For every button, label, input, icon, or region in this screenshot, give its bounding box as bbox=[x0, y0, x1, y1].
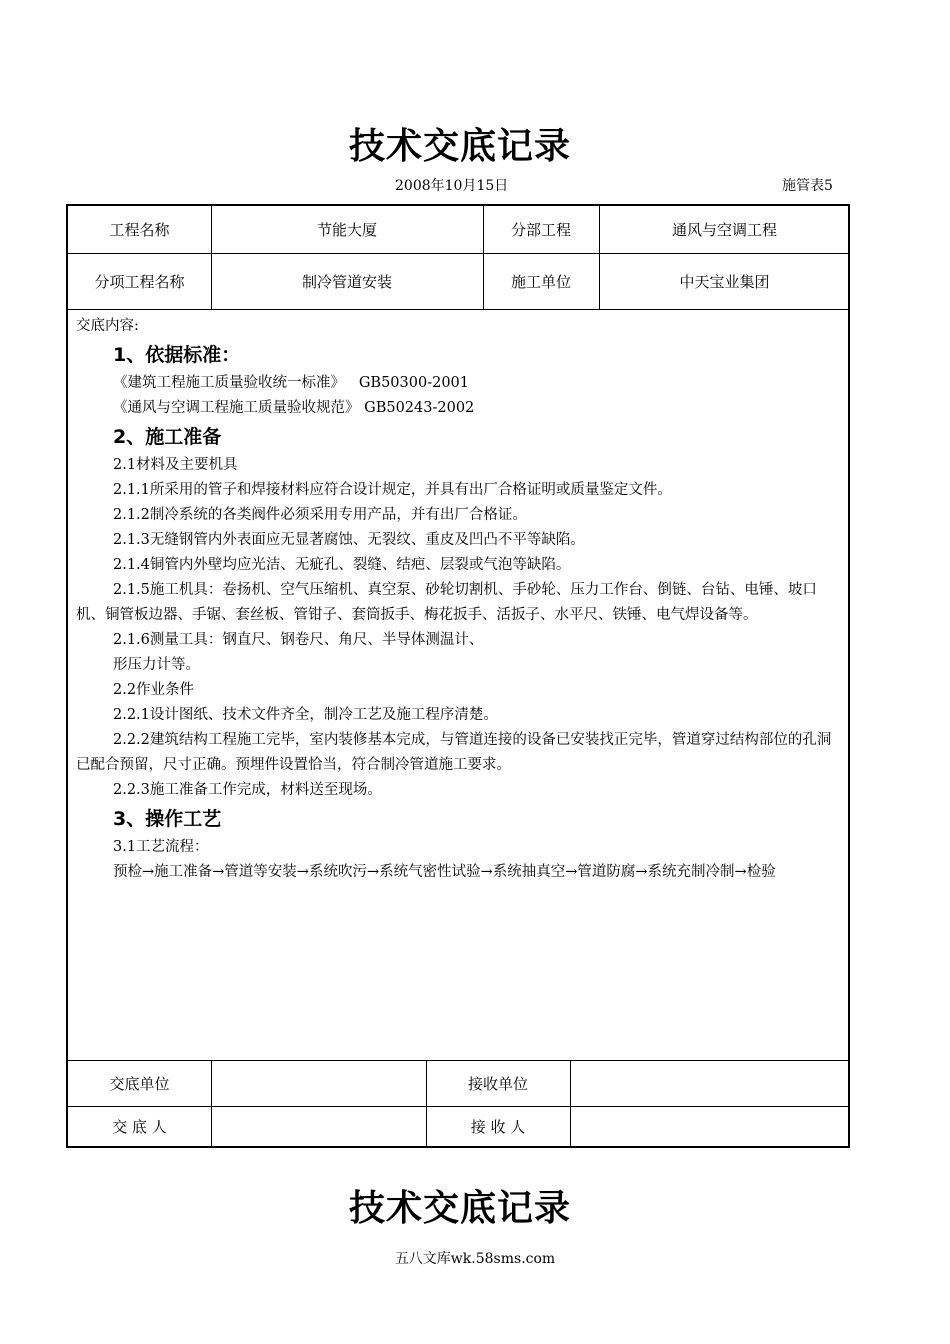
paragraph: 形压力计等。 bbox=[113, 657, 200, 673]
project-name-label: 工程名称 bbox=[109, 221, 170, 239]
paragraph: 2.1.5施工机具：卷扬机、空气压缩机、真空泵、砂轮切割机、手砂轮、压力工作台、倒链、台钻、电锤、坡口机、铜管板边器、手锯、套丝板、管钳子、套筒扳手、梅花扳手、活扳子、水平尺、铁锤、电气焊设备等。 bbox=[76, 582, 817, 623]
receiver-unit-label: 接收单位 bbox=[467, 1075, 528, 1093]
paragraph: 2.1.6测量工具：钢直尺、钢卷尺、角尺、半导体测温计、 bbox=[113, 632, 484, 648]
contractor-value: 中天宝业集团 bbox=[679, 273, 770, 291]
handover-person-field[interactable] bbox=[211, 1107, 426, 1146]
form-number: 施管表5 bbox=[782, 178, 833, 194]
section-heading: 2、施工准备 bbox=[113, 426, 222, 448]
paragraph: 3.1工艺流程： bbox=[113, 839, 209, 855]
handover-content bbox=[76, 314, 844, 885]
footer-watermark: 五八文库wk.58sms.com bbox=[394, 1251, 556, 1267]
receiver-person-field[interactable] bbox=[570, 1107, 850, 1146]
paragraph: 预检→施工准备→管道等安装→系统吹污→系统气密性试验→系统抽真空→管道防腐→系统充制冷制→检验 bbox=[113, 864, 776, 880]
paragraph: 2.2.3施工准备工作完成，材料送至现场。 bbox=[113, 782, 382, 798]
paragraph: 2.1.2制冷系统的各类阀件必须采用专用产品，并有出厂合格证。 bbox=[113, 507, 527, 523]
handover-person-label: 交 底 人 bbox=[112, 1118, 167, 1136]
receiver-unit-field[interactable] bbox=[570, 1061, 850, 1106]
paragraph: 2.2作业条件 bbox=[113, 682, 195, 698]
paragraph: 2.2.2建筑结构工程施工完毕，室内装修基本完成，与管道连接的设备已安装找正完毕，管道穿过结构部位的孔洞已配合预留，尺寸正确。预埋件设置恰当，符合制冷管道施工要求。 bbox=[76, 732, 832, 773]
paragraph: 2.1.3无缝钢管内外表面应无显著腐蚀、无裂纹、重皮及凹凸不平等缺陷。 bbox=[113, 532, 585, 548]
subitem-value: 制冷管道安装 bbox=[301, 273, 392, 291]
receiver-person-label: 接 收 人 bbox=[470, 1118, 526, 1136]
section-heading: 3、操作工艺 bbox=[113, 808, 222, 830]
page-title-repeat: 技术交底记录 bbox=[348, 1188, 571, 1229]
division-value: 通风与空调工程 bbox=[671, 221, 777, 239]
paragraph: 2.2.1设计图纸、技术文件齐全，制冷工艺及施工程序清楚。 bbox=[113, 707, 498, 723]
row-divider bbox=[68, 309, 848, 310]
standard-item: 《通风与空调工程施工质量验收规范》 GB50243-2002 bbox=[113, 400, 475, 416]
subitem-label: 分项工程名称 bbox=[94, 273, 185, 291]
contractor-label: 施工单位 bbox=[510, 273, 571, 291]
paragraph: 2.1.4铜管内外壁均应光洁、无疵孔、裂缝、结疤、层裂或气泡等缺陷。 bbox=[113, 557, 571, 573]
project-name-value: 节能大厦 bbox=[316, 221, 377, 239]
division-label: 分部工程 bbox=[510, 221, 571, 239]
standard-item: 《建筑工程施工质量验收统一标准》 GB50300-2001 bbox=[113, 375, 469, 391]
page-title: 技术交底记录 bbox=[348, 126, 571, 167]
record-table bbox=[66, 204, 850, 1148]
content-label: 交底内容: bbox=[76, 318, 139, 334]
record-date: 2008年10月15日 bbox=[395, 178, 509, 194]
section-heading: 1、依据标准： bbox=[113, 344, 241, 366]
paragraph: 2.1.1所采用的管子和焊接材料应符合设计规定，并具有出厂合格证明或质量鉴定文件。 bbox=[113, 482, 672, 498]
paragraph: 2.1材料及主要机具 bbox=[113, 457, 238, 473]
handover-unit-field[interactable] bbox=[211, 1061, 426, 1106]
handover-unit-label: 交底单位 bbox=[109, 1075, 170, 1093]
